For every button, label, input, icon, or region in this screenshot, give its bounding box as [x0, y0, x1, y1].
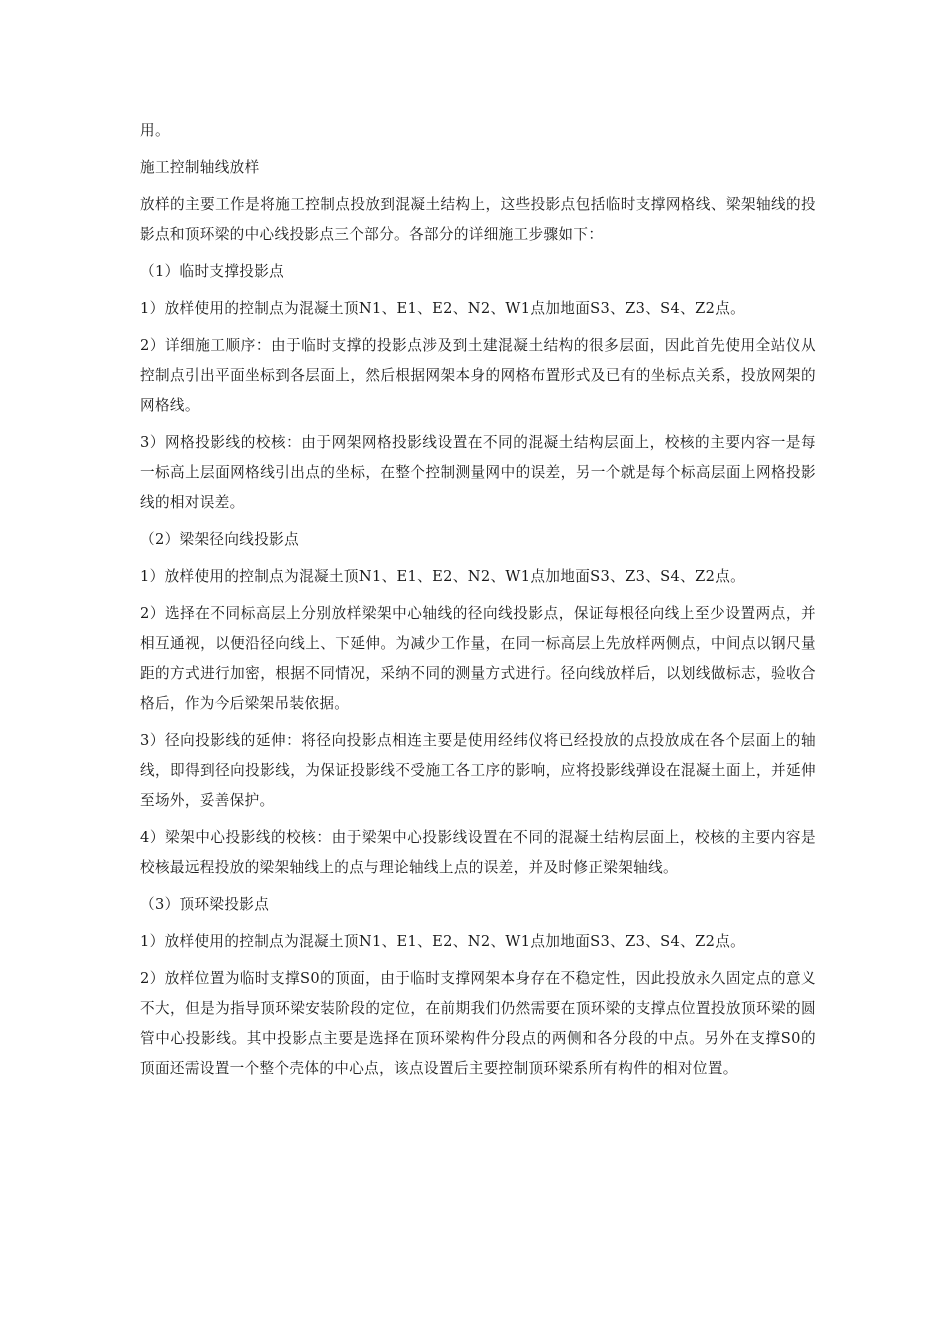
paragraph-3-2: 2）放样位置为临时支撑S0的顶面，由于临时支撑网架本身存在不稳定性，因此投放永久固定点的意义不大，但是为指导顶环梁安装阶段的定位，在前期我们仍然需要在顶环梁的支撑点位置投放顶环梁的圆管中心投影线。其中投影点主要是选择在顶环梁构件分段点的两侧和各分段的中点。另外在支撑S0的顶面还需设置一个整个壳体的中心点，该点设置后主要控制顶环梁系所有构件的相对位置。 [140, 970, 816, 1077]
paragraph-3-1: 1）放样使用的控制点为混凝土顶N1、E1、E2、N2、W1点加地面S3、Z3、S4、Z2点。 [140, 933, 746, 950]
document-body [140, 116, 816, 1091]
subsection-heading-3: （3）顶环梁投影点 [140, 896, 270, 913]
paragraph-2-1: 1）放样使用的控制点为混凝土顶N1、E1、E2、N2、W1点加地面S3、Z3、S4、Z2点。 [140, 568, 746, 585]
paragraph-intro: 放样的主要工作是将施工控制点投放到混凝土结构上，这些投影点包括临时支撑网格线、梁架轴线的投影点和顶环梁的中心线投影点三个部分。各部分的详细施工步骤如下： [140, 196, 816, 243]
subsection-heading-1: （1）临时支撑投影点 [140, 263, 285, 280]
paragraph-2-4: 4）梁架中心投影线的校核：由于梁架中心投影线设置在不同的混凝土结构层面上，校核的主要内容是校核最远程投放的梁架轴线上的点与理论轴线上点的误差，并及时修正梁架轴线。 [140, 829, 816, 876]
subsection-heading-2: （2）梁架径向线投影点 [140, 531, 300, 548]
paragraph-1-1: 1）放样使用的控制点为混凝土顶N1、E1、E2、N2、W1点加地面S3、Z3、S4、Z2点。 [140, 300, 746, 317]
section-heading: 施工控制轴线放样 [140, 159, 260, 176]
paragraph-2-2: 2）选择在不同标高层上分别放样梁架中心轴线的径向线投影点，保证每根径向线上至少设置两点，并相互通视，以便沿径向线上、下延伸。为减少工作量，在同一标高层上先放样两侧点，中间点以钢尺量距的方式进行加密，根据不同情况，采纳不同的测量方式进行。径向线放样后，以划线做标志，验收合格后，作为今后梁架吊装依据。 [140, 605, 816, 712]
paragraph-2-3: 3）径向投影线的延伸：将径向投影点相连主要是使用经纬仪将已经投放的点投放成在各个层面上的轴线，即得到径向投影线，为保证投影线不受施工各工序的影响，应将投影线弹设在混凝土面上，并延伸至场外，妥善保护。 [140, 732, 816, 809]
paragraph-1-2: 2）详细施工顺序：由于临时支撑的投影点涉及到土建混凝土结构的很多层面，因此首先使用全站仪从控制点引出平面坐标到各层面上，然后根据网架本身的网格布置形式及已有的坐标点关系，投放网架的网格线。 [140, 337, 816, 414]
paragraph-1-3: 3）网格投影线的校核：由于网架网格投影线设置在不同的混凝土结构层面上，校核的主要内容一是每一标高上层面网格线引出点的坐标，在整个控制测量网中的误差，另一个就是每个标高层面上网格投影线的相对误差。 [140, 434, 816, 511]
paragraph-continuation: 用。 [140, 122, 170, 139]
